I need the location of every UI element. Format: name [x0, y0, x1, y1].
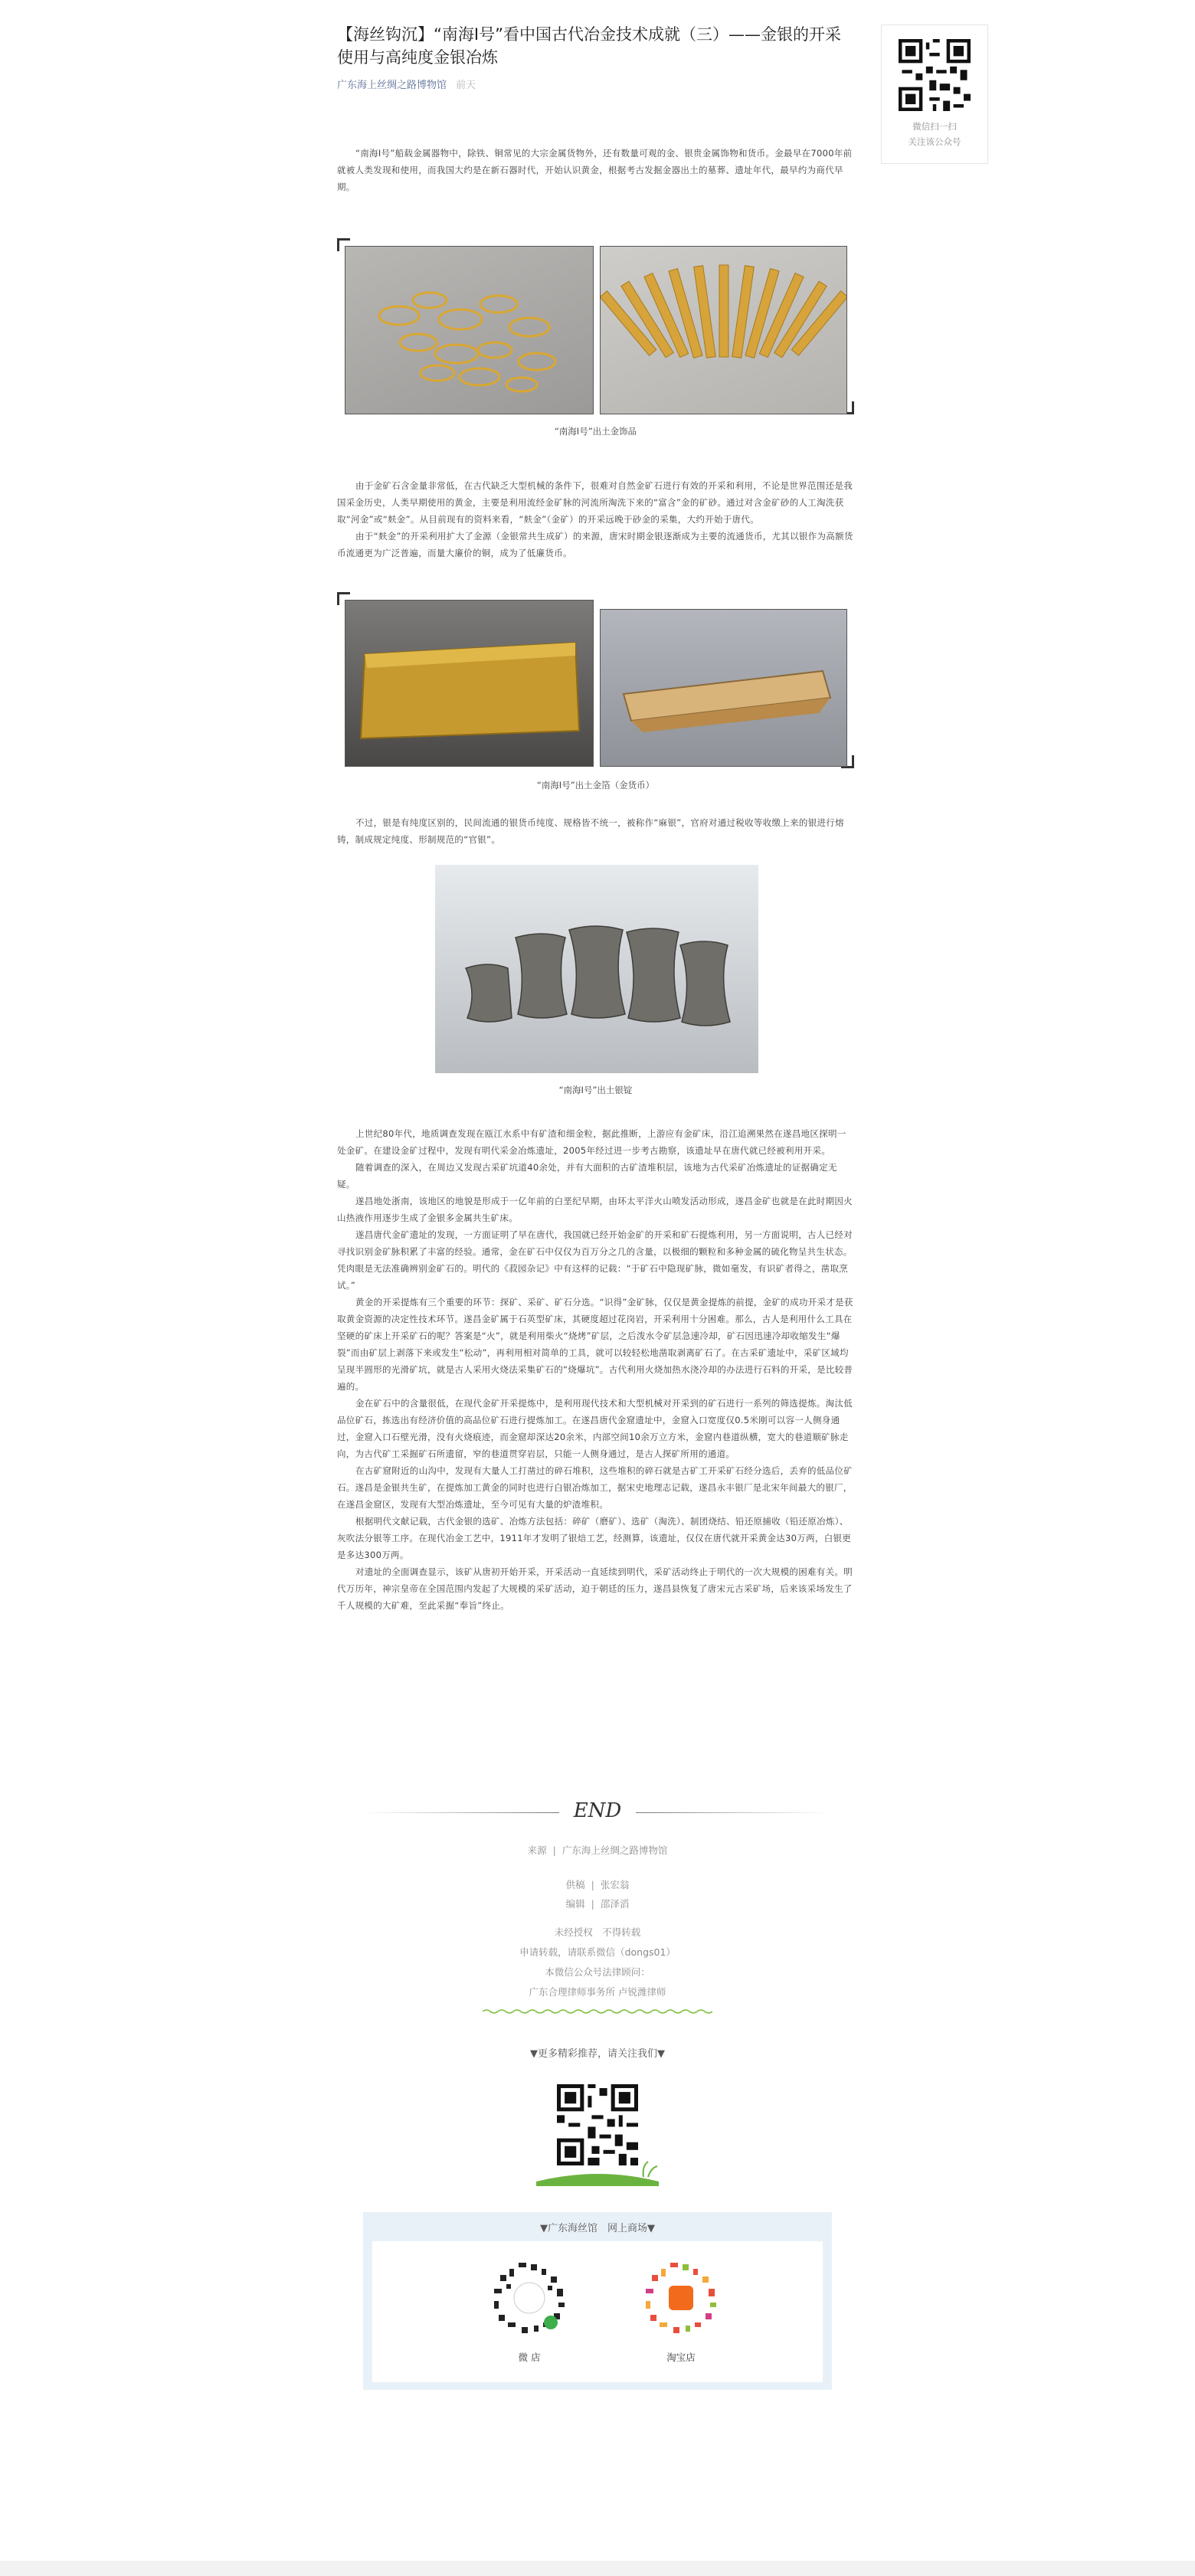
paragraph: 对遗址的全面调查显示，该矿从唐初开始开采，开采活动一直延续到明代，采矿活动终止于明代的一次大规模的困难有关。明代万历年，神宗皇帝在全国范围内发起了大规模的采矿活动，迫于朝廷的压力，遂昌县恢复了唐宋元古采矿场，后来该采场发生了千人规模的大矿难，至此采掘“奉旨”终止。: [337, 1566, 853, 1611]
taobao-qr-icon: [635, 2252, 727, 2344]
paragraph: 由于金矿石含金量非常低，在古代缺乏大型机械的条件下，很难对自然金矿石进行有效的开采和利用，不论是世界范围还是我国采金历史，人类早期使用的黄金，主要是利用流经金矿脉的河流所淘洗下来的“富含”金的矿砂。通过对含金矿砂的人工淘洗获取“河金”或“麸金”。从目前现有的资料来看，“麸金”（金矿）的开采远晚于砂金的采集，大约开始于唐代。: [337, 480, 853, 525]
credit-label: 来源: [527, 1844, 547, 1856]
bottom-bar: [0, 2561, 1195, 2576]
divider-line: [636, 1812, 827, 1813]
credit-editor: 编辑 | 邵泽滔: [337, 1894, 858, 1914]
reprint-contact: 申请转载，请联系微信（dongs01）: [519, 1946, 676, 1958]
paragraph-block-1: [337, 145, 854, 195]
more-recommend-text: ▼更多精彩推荐，请关注我们▼: [530, 2048, 665, 2060]
paragraph: 金在矿石中的含量很低，在现代金矿开采提炼中，是利用现代技术和大型机械对开采到的矿石进行一系列的筛选提炼。淘汰低品位矿石，拣选出有经济价值的高品位矿石进行提炼加工。在遂昌唐代金窟遗址中，金窟入口宽度仅0.5米刚可以容一人侧身通过，金窟入口石壁光滑，没有火烧痕迹，而金窟却深达20余米，内部空间10余万立方米，金窟内巷道纵横，宽大的巷道顺矿脉走向，为古代矿工采掘矿石所遗留，窄的巷道贯穿岩层，只能一人侧身通过，是古人探矿所用的通道。: [337, 1398, 853, 1459]
credit-source: 来源 | 广东海上丝绸之路博物馆: [337, 1841, 858, 1861]
follow-qr-panel: [881, 25, 988, 164]
photo-silver-ingots: [435, 865, 758, 1073]
credit-provider: 供稿 | 张宏翁: [337, 1875, 858, 1895]
end-text: END: [573, 1799, 622, 1822]
credit-label: 编辑: [565, 1898, 585, 1910]
grass-decoration-icon: [529, 2159, 666, 2186]
paragraph: 遂昌地处浙南，该地区的地貌是形成于一亿年前的白垩纪早期，由环太平洋火山喷发活动形成，遂昌金矿也就是在此时期因火山热液作用逐步生成了金银多金属共生矿床。: [337, 1196, 853, 1223]
image-pair-gold-jewelry: [337, 238, 854, 414]
legal-advisor-label: 本微信公众号法律顾问：: [545, 1966, 650, 1978]
image-pair-gold-foil: [337, 592, 854, 768]
divider-line: [364, 1812, 559, 1813]
credit-label: 供稿: [565, 1879, 585, 1890]
online-store-panel: [363, 2212, 832, 2390]
qr-code-icon: [899, 39, 971, 111]
photo-gold-rings: [345, 246, 594, 414]
paragraph: 黄金的开采提炼有三个重要的环节：探矿、采矿、矿石分选。“识得”金矿脉，仅仅是黄金提炼的前提，金矿的成功开采才是获取黄金资源的决定性技术环节。遂昌金矿属于石英型矿床，其硬度超过花岗岩，开采利用十分困难。那么，古人是利用什么工具在坚硬的矿床上开采矿石的呢？答案是“火”，就是利用柴火“烧烤”矿层，之后泼水令矿层急速冷却，矿石因迅速冷却收缩发生“爆裂”而由矿层上剥落下来或发生“松动”，再利用相对简单的工具，就可以较轻松地凿取剥离矿石了。在古采矿遗址中，采矿区域均呈现半圆形的光滑矿坑，就是古人采用火烧法采集矿石的“烧爆坑”。古代利用火烧加热水浇冷却的办法进行石料的开采，是比较普遍的。: [337, 1297, 853, 1392]
credit-value: 张宏翁: [600, 1879, 630, 1890]
store-title: ▼广东海丝馆 网上商场▼: [540, 2223, 655, 2234]
store-taobao-label: 淘宝店: [666, 2352, 696, 2363]
store-weidian[interactable]: [480, 2252, 579, 2364]
wave-divider: [483, 2008, 712, 2015]
paragraph-block-2: [337, 477, 854, 561]
paragraph: 上世纪80年代，地质调查发现在瓯江水系中有矿渣和细金粒，据此推断，上游应有金矿床，沿江追溯果然在遂昌地区探明一处金矿。在建设金矿过程中，发现有明代采金冶炼遗址，2005年经过进一步考古勘察，该遗址早在唐代就已经被利用开采。: [337, 1128, 846, 1156]
article: [337, 23, 854, 1614]
store-weidian-label: 微 店: [518, 2352, 541, 2363]
store-inner: [372, 2241, 823, 2382]
account-name-link[interactable]: 广东海上丝绸之路博物馆: [337, 80, 447, 91]
image-caption: “南海Ⅰ号”出土银锭: [558, 1085, 633, 1095]
image-caption: “南海Ⅰ号”出土金饰品: [554, 426, 637, 437]
credit-value: 邵泽滔: [600, 1898, 630, 1910]
store-taobao[interactable]: [631, 2252, 731, 2364]
no-reprint-note: 未经授权 不得转载: [554, 1926, 641, 1938]
paragraph: 由于“麸金”的开采利用扩大了金源（金银常共生成矿）的来源，唐宋时期金银逐渐成为主要的流通货币，尤其以银作为高额货币流通更为广泛普遍，而量大廉价的铜，成为了低廉货币。: [337, 531, 853, 558]
paragraph-block-4: [337, 1125, 854, 1614]
follow-qr-text: [882, 119, 987, 149]
paragraph: 根据明代文献记载，古代金银的选矿、冶炼方法包括：碎矿（磨矿）、选矿（淘洗）、制团烧结、铅还原捕收（铅还原冶炼）、灰吹法分银等工序。在现代冶金工艺中，1911年才发明了银焙工艺，经测算，该遗址，仅仅在唐代就开采黄金达30万两，白银更是多达300万两。: [337, 1516, 852, 1560]
paragraph: 在古矿窟附近的山沟中，发现有大量人工打凿过的碎石堆积，这些堆积的碎石就是古矿工开采矿石经分选后，丢弃的低品位矿石。遂昌是金银共生矿，在提炼加工黄金的同时也进行白银冶炼加工，据宋史地理志记载，遂昌永丰银厂是北宋年间最大的银厂，在遂昌金窟区，发现有大型冶炼遗址，至今可见有大量的炉渣堆积。: [337, 1465, 853, 1510]
legal-advisor-firm: 广东合理律师事务所 卢锐潍律师: [529, 1986, 666, 1998]
photo-gold-foil: [600, 609, 847, 767]
paragraph: 随着调查的深入，在周边又发现古采矿坑道40余处，并有大面积的古矿渣堆积层，该地为古代采矿冶炼遗址的证据确定无疑。: [337, 1162, 837, 1190]
weidian-qr-icon: [483, 2252, 575, 2344]
photo-gold-pins: [600, 246, 847, 414]
image-caption: “南海Ⅰ号”出土金箔（金货币）: [536, 780, 655, 790]
follow-qr-line2: 关注该公众号: [908, 136, 961, 147]
paragraph: “南海Ⅰ号”船载金属器物中，除铁、铜常见的大宗金属货物外，还有数量可观的金、银贵金属饰物和货币。金最早在7000年前就被人类发现和使用，而我国大约是在新石器时代，开始认识黄金，根据考古发掘金器出土的墓葬、遗址年代，最早约为商代早期。: [337, 148, 853, 192]
publish-date: 前天: [456, 80, 476, 91]
paragraph-block-3: [337, 814, 854, 848]
article-meta: [337, 77, 854, 91]
photo-gold-bar: [345, 600, 594, 767]
end-divider: [364, 1795, 827, 1830]
paragraph: 遂昌唐代金矿遗址的发现，一方面证明了早在唐代，我国就已经开始金矿的开采和矿石提炼利用，另一方面说明，古人已经对寻找识别金矿脉积累了丰富的经验。通常，金在矿石中仅仅为百万分之几的含量，以极细的颗粒和多种金属的硫化物呈共生状态。凭肉眼是无法准确辨别金矿石的。明代的《菽园杂记》中有这样的记载：“于矿石中隐现矿脉，微如毫发，有识矿者得之，凿取烹试。”: [337, 1229, 853, 1291]
qr-code-icon: [557, 2084, 638, 2165]
paragraph: 不过，银是有纯度区别的，民间流通的银货币纯度、规格皆不统一，被称作“麻银”，官府对通过税收等收缴上来的银进行熔铸，制成规定纯度、形制规范的“官银”。: [337, 817, 844, 845]
article-title: 【海丝钩沉】“南海Ⅰ号”看中国古代冶金技术成就（三）——金银的开采使用与高纯度金银冶炼: [337, 25, 841, 67]
credit-value: 广东海上丝绸之路博物馆: [561, 1844, 668, 1856]
follow-qr-line1: 微信扫一扫: [912, 121, 957, 132]
